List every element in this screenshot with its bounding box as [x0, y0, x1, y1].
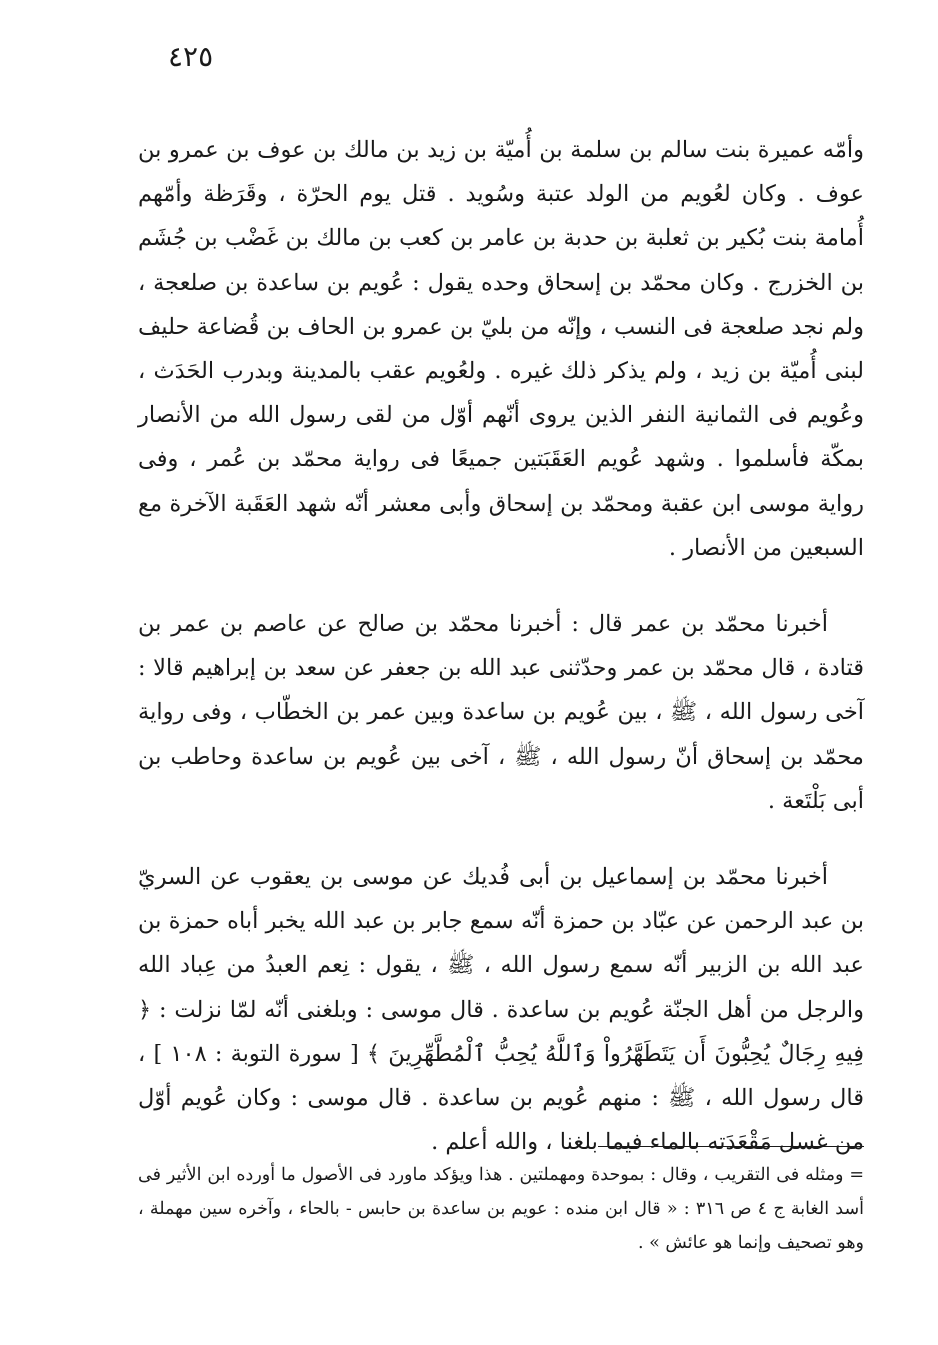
main-text — [138, 128, 864, 1164]
footnote-divider — [598, 1146, 864, 1147]
footnote: = ومثله فى التقريب ، وقال : بموحدة ومهملتين . هذا ويؤكد ماورد فى الأصول ما أورده ابن الأثير فى أسد الغابة ج ٤ ص ٣١٦ : « قال ابن منده : عويم بن ساعدة بن حابس - بالحاء ، وآخره سين مهملة ، وهو تصحيف وإنما هو عائش » . — [138, 1165, 864, 1253]
paragraph-2: أخبرنا محمّد بن عمر قال : أخبرنا محمّد بن صالح عن عاصم بن عمر بن قتادة ، قال محمّد بن عمر وحدّثنى عبد الله بن جعفر عن سعد بن إبراهيم قالا : آخى رسول الله ، ﷺ ، بين عُويم بن ساعدة وبين عمر بن الخطّاب ، وفى رواية محمّد بن إسحاق أنّ رسول الله ، ﷺ ، آخى بين عُويم بن ساعدة وحاطب بن أبى بَلْتَعة . — [138, 611, 864, 814]
page-number: ٤٢٥ — [168, 40, 214, 73]
paragraph-1: وأمّه عميرة بنت سالم بن سلمة بن أُميّة بن زيد بن مالك بن عوف بن عمرو بن عوف . وكان لعُويم من الولد عتبة وسُويد . قتل يوم الحرّة ، وقَرَظة وأمّهم أُمامة بنت بُكير بن ثعلبة بن حدبة بن عامر بن كعب بن مالك بن غَضْب بن جُشَم بن الخزرج . وكان محمّد بن إسحاق وحده يقول : عُويم بن ساعدة بن صلعجة ، ولم نجد صلعجة فى النسب ، وإنّه من بليّ بن عمرو بن الحاف بن قُضاعة حليف لبنى أُميّة بن زيد ، ولم يذكر ذلك غيره . ولعُويم عقب بالمدينة وبدرب الحَدَث ، وعُويم فى الثمانية النفر الذين يروى أنّهم أوّل من لقى رسول الله من الأنصار بمكّة فأسلموا . وشهد عُويم العَقَبَتين جميعًا فى رواية محمّد بن عُمر ، وفى رواية موسى ابن عقبة ومحمّد بن إسحاق وأبى معشر أنّه شهد العَقَبة الآخرة مع السبعين من الأنصار . — [138, 137, 864, 561]
paragraph-3: أخبرنا محمّد بن إسماعيل بن أبى فُديك عن موسى بن يعقوب عن السريّ بن عبد الرحمن عن عبّاد بن حمزة أنّه سمع جابر بن عبد الله يخبر أباه حمزة بن عبد الله بن الزبير أنّه سمع رسول الله ، ﷺ ، يقول : نِعم العبدُ من عِباد الله والرجل من أهل الجنّة عُويم بن ساعدة . قال موسى : وبلغنى أنّه لمّا نزلت : ﴿ فِيهِ رِجَالٌ يُحِبُّونَ أَن يَتَطَهَّرُواْ وَٱللَّهُ يُحِبُّ ٱلْمُطَّهِّرِينَ ﴾ [ سورة التوبة : ١٠٨ ] ، قال رسول الله ، ﷺ : منهم عُويم بن ساعدة . قال موسى : وكان عُويم أوّل من غسل مَقْعَدَته بالماء فيما بلغنا ، والله أعلم . — [138, 864, 864, 1156]
